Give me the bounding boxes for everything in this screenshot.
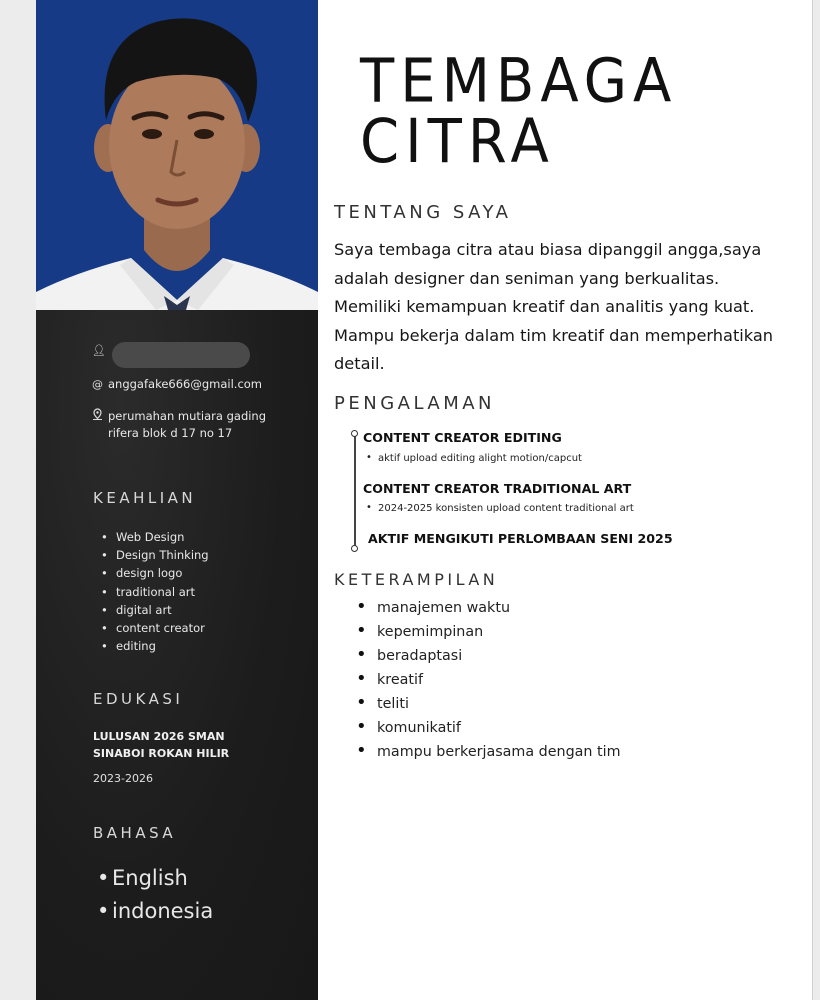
tentang-heading: TENTANG SAYA xyxy=(334,202,512,223)
list-item: • kreatif xyxy=(356,668,621,692)
about-line: Saya tembaga citra atau biasa dipanggil angga,saya xyxy=(334,240,762,259)
list-item: • mampu berkerjasama dengan tim xyxy=(356,740,621,764)
person-icon: 👤︎ xyxy=(92,344,106,357)
profile-photo xyxy=(36,0,318,310)
about-line: Memiliki kemampuan kreatif dan analitis yang kuat. xyxy=(334,297,755,317)
bahasa-heading: BAHASA xyxy=(93,824,177,842)
list-item: • content creator xyxy=(96,619,209,637)
email-text: anggafake666@gmail.com xyxy=(108,377,263,391)
list-item: • beradaptasi xyxy=(356,644,621,668)
pengalaman-heading: PENGALAMAN xyxy=(334,393,496,414)
list-item: • komunikatif xyxy=(356,716,621,740)
edukasi-heading: EDUKASI xyxy=(93,690,184,708)
contact-block xyxy=(92,342,266,442)
page-margin-right xyxy=(812,0,820,1000)
timeline-dot-top xyxy=(351,430,358,437)
tentang-paragraph xyxy=(334,236,804,379)
address-line-2: rifera blok d 17 no 17 xyxy=(108,426,233,440)
experience-title: AKTIF MENGIKUTI PERLOMBAAN SENI 2025 xyxy=(368,531,673,546)
keterampilan-list xyxy=(356,596,621,764)
contact-name-row xyxy=(92,342,266,368)
bahasa-list xyxy=(92,862,213,928)
list-item: • digital art xyxy=(96,601,209,619)
experience-title: CONTENT CREATOR EDITING xyxy=(363,430,562,445)
edukasi-school xyxy=(93,728,293,762)
edukasi-years: 2023-2026 xyxy=(93,772,153,785)
experience-title: CONTENT CREATOR TRADITIONAL ART xyxy=(363,481,632,496)
timeline-line xyxy=(354,433,356,547)
keahlian-heading: KEAHLIAN xyxy=(93,489,197,507)
contact-address-row xyxy=(92,408,266,442)
about-line: adalah designer dan seniman yang berkualitas. xyxy=(334,268,720,288)
experience-detail: • 2024-2025 konsisten upload content traditional art xyxy=(378,503,634,514)
name-line-1: TEMBAGA xyxy=(360,46,678,117)
address-line-1: perumahan mutiara gading xyxy=(108,409,267,423)
redacted-name xyxy=(112,342,250,368)
page-margin-left xyxy=(0,0,36,1000)
school-line-2: SINABOI ROKAN HILIR xyxy=(93,747,230,760)
list-item: • manajemen waktu xyxy=(356,596,621,620)
keahlian-list xyxy=(96,528,209,655)
about-line: detail. xyxy=(334,354,385,374)
list-item: • editing xyxy=(96,637,209,655)
left-sidebar xyxy=(36,0,318,1000)
about-line: Mampu bekerja dalam tim kreatif dan memperhatikan xyxy=(334,325,774,345)
timeline-dot-bottom xyxy=(351,545,358,552)
list-item: • Web Design xyxy=(96,528,209,546)
list-item: • traditional art xyxy=(96,583,209,601)
at-sign-icon: @ xyxy=(92,378,103,391)
list-item: • Design Thinking xyxy=(96,546,209,564)
experience-detail: • aktif upload editing alight motion/capcut xyxy=(378,453,582,464)
page-title xyxy=(360,46,678,178)
list-item: • indonesia xyxy=(92,895,213,928)
school-line-1: LULUSAN 2026 SMAN xyxy=(93,730,225,743)
list-item: • kepemimpinan xyxy=(356,620,621,644)
list-item: • teliti xyxy=(356,692,621,716)
name-line-2: CITRA xyxy=(360,107,555,178)
keterampilan-heading: KETERAMPILAN xyxy=(334,570,499,589)
list-item: • English xyxy=(92,862,213,895)
location-pin-icon xyxy=(92,408,106,425)
contact-email-row xyxy=(92,376,266,393)
list-item: • design logo xyxy=(96,564,209,582)
